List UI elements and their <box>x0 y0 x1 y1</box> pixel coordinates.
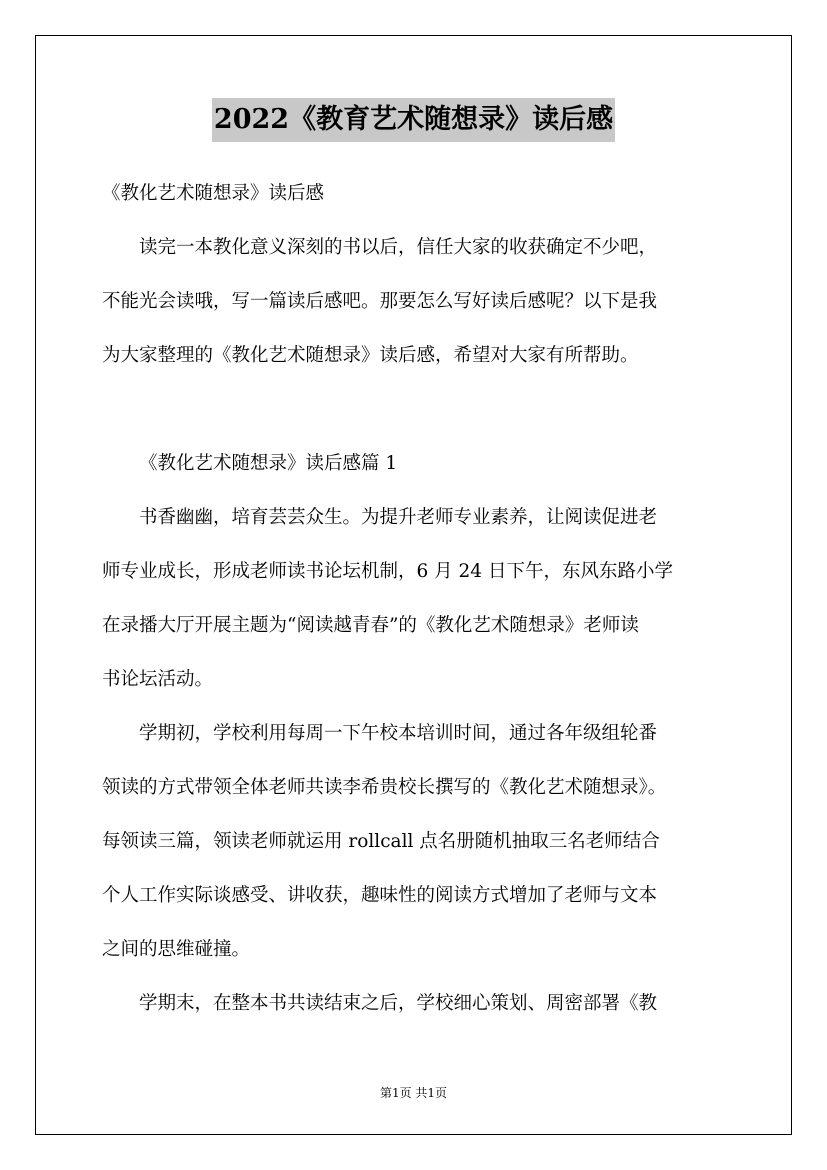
paragraph-line: 师专业成长，形成老师读书论坛机制，6 月 24 日下午，东风东路小学 <box>102 561 673 582</box>
paragraph-line: 学期末，在整本书共读结束之后，学校细心策划、周密部署《教 <box>139 993 658 1014</box>
paragraph-line: 书香幽幽，培育芸芸众生。为提升老师专业素养，让阅读促进老 <box>139 507 658 528</box>
paragraph-line: 个人工作实际谈感受、讲收获，趣味性的阅读方式增加了老师与文本 <box>102 885 658 906</box>
paragraph-line: 之间的思维碰撞。 <box>102 939 251 960</box>
paragraph-line: 领读的方式带领全体老师共读李希贵校长撰写的《教化艺术随想录》。 <box>102 777 667 798</box>
title-wrap <box>0 98 827 142</box>
paragraph-line: 书论坛活动。 <box>102 669 214 690</box>
section-title: 《教化艺术随想录》读后感篇 1 <box>139 453 398 474</box>
intro-heading: 《教化艺术随想录》读后感 <box>102 183 325 204</box>
intro-line: 为大家整理的《教化艺术随想录》读后感，希望对大家有所帮助。 <box>102 345 639 366</box>
paragraph-line: 在录播大厅开展主题为“阅读越青春”的《教化艺术随想录》老师读 <box>102 615 639 636</box>
intro-line: 不能光会读哦，写一篇读后感吧。那要怎么写好读后感呢？以下是我 <box>102 291 658 312</box>
document-title: 2022《教育艺术随想录》读后感 <box>212 98 615 142</box>
blank-line <box>102 394 728 448</box>
intro-line: 读完一本教化意义深刻的书以后，信任大家的收获确定不少吧， <box>139 237 658 258</box>
paragraph-line: 每领读三篇，领读老师就运用 rollcall 点名册随机抽取三名老师结合 <box>102 831 660 852</box>
document-body <box>102 178 728 1042</box>
page-footer: 第1页 共1页 <box>379 1086 448 1100</box>
paragraph-line: 学期初，学校利用每周一下午校本培训时间，通过各年级组轮番 <box>139 723 658 744</box>
